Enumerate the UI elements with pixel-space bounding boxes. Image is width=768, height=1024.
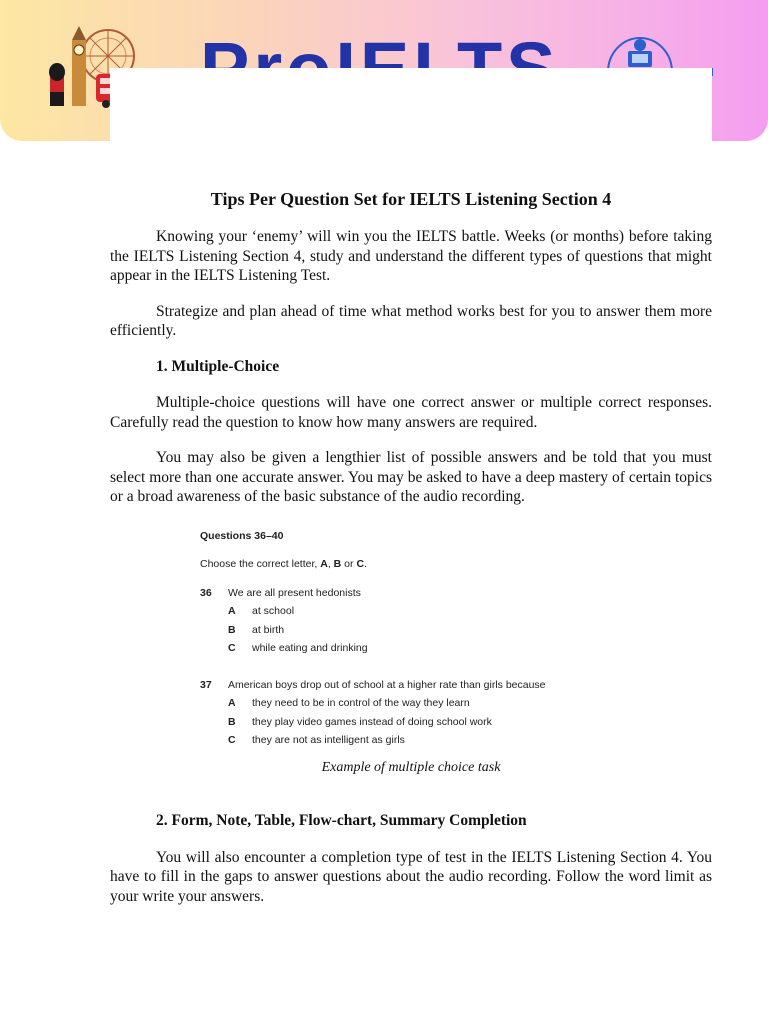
figure-caption: Example of multiple choice task [321, 759, 501, 775]
option-text: they play video games instead of doing school work [252, 715, 492, 728]
option-text: they are not as intelligent as girls [252, 734, 405, 746]
question-item [200, 584, 620, 603]
question-text: American boys drop out of school at a higher rate than girls because [228, 678, 546, 691]
question-item [200, 676, 620, 695]
option-letter: C [228, 734, 236, 746]
answer-option [200, 621, 620, 640]
answer-option [200, 731, 620, 750]
option-text: at school [252, 605, 295, 617]
question-instruction: Choose the correct letter, A, B or C. [200, 558, 367, 570]
intro-paragraph: Knowing your ‘enemy’ will win you the IELTS battle. Weeks (or months) before taking the IELTS Listening Section 4, study and understand the different types of questions that might appear in the IELTS Listening Test. [110, 228, 712, 284]
questions-range-header: Questions 36–40 [200, 529, 284, 542]
section-heading: 2. Form, Note, Table, Flow-chart, Summary Completion [156, 812, 527, 829]
document-body [110, 188, 712, 922]
answer-option [200, 602, 620, 621]
body-paragraph: You will also encounter a completion type of test in the IELTS Listening Section 4. You have to fill in the gaps to answer questions about the audio recording. Follow the word limit as your write your answers. [110, 848, 712, 905]
option-text: they need to be in control of the way they learn [252, 697, 470, 709]
option-letter: C [228, 642, 236, 654]
option-text: while eating and drinking [252, 642, 368, 654]
option-letter: A [228, 605, 236, 617]
page-title: Tips Per Question Set for IELTS Listening Section 4 [210, 189, 612, 209]
body-paragraph: Multiple-choice questions will have one correct answer or multiple correct responses. Carefully read the question to know how many answers are required. [110, 394, 712, 431]
answer-option [200, 639, 620, 658]
question-text: We are all present hedonists [228, 586, 361, 599]
banner-cover-panel [110, 68, 712, 141]
intro-paragraph: Strategize and plan ahead of time what method works best for you to answer them more efficiently. [110, 302, 712, 339]
answer-option [200, 694, 620, 713]
multiple-choice-example [200, 527, 620, 750]
option-letter: B [228, 623, 236, 636]
body-paragraph: You may also be given a lengthier list of possible answers and be told that you must select more than one accurate answer. You may be asked to have a deep mastery of certain topics or a broad awareness of the basic substance of the audio recording. [110, 449, 712, 505]
option-letter: A [228, 697, 236, 709]
question-number: 36 [200, 586, 212, 599]
question-number: 37 [200, 678, 212, 691]
option-text: at birth [252, 623, 285, 636]
section-heading: 1. Multiple-Choice [156, 357, 280, 375]
header-banner [0, 0, 768, 141]
option-letter: B [228, 715, 236, 728]
answer-option [200, 713, 620, 732]
